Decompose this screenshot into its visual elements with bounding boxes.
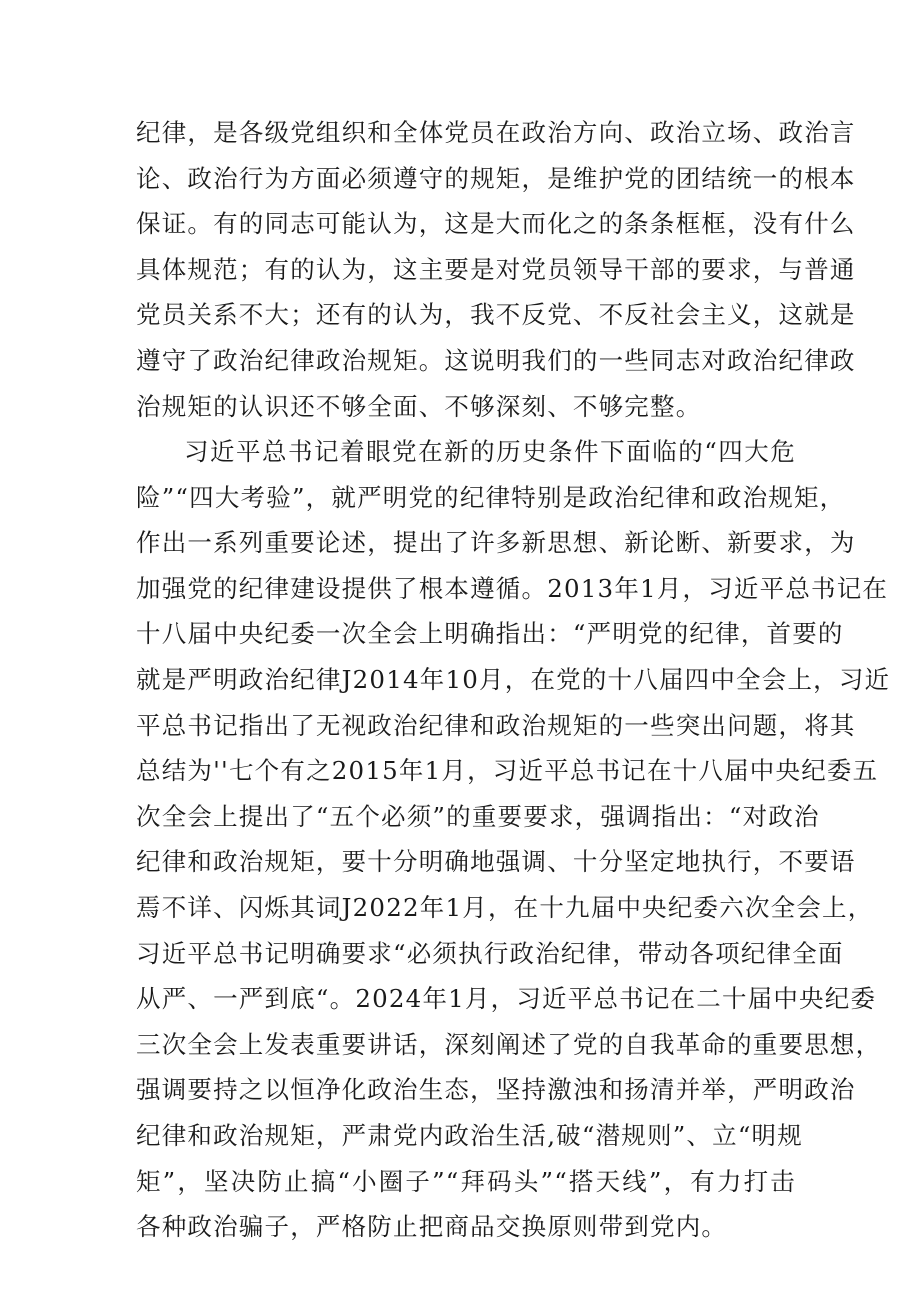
paragraph-line: 各种政治骗子，严格防止把商品交换原则带到党内。: [136, 1212, 728, 1242]
paragraph-line: 十八届中央纪委一次全会上明确指出：“严明党的纪律，首要的: [136, 619, 844, 649]
paragraph-line: 纪律和政治规矩，严肃党内政治生活,破“潜规则”、立“明规: [136, 1120, 803, 1150]
paragraph-1: [136, 110, 856, 429]
paragraph-2: [136, 429, 891, 1250]
paragraph-line: 险”“四大考验”，就严明党的纪律特别是政治纪律和政治规矩，: [136, 482, 846, 512]
paragraph-line: 总结为''七个有之2015年1月，习近平总书记在十八届中央纪委五: [136, 756, 879, 786]
paragraph-line: 从严、一严到底“。2024年1月，习近平总书记在二十届中央纪委: [136, 984, 877, 1014]
paragraph-line: 纪律和政治规矩，要十分明确地强调、十分坚定地执行，不要语: [136, 847, 856, 877]
paragraph-line: 纪律，是各级党组织和全体党员在政治方向、政治立场、政治言: [136, 118, 856, 147]
paragraph-line: 习近平总书记着眼党在新的历史条件下面临的“四大危: [184, 437, 796, 466]
paragraph-line: 次全会上提出了“五个必须”的重要要求，强调指出：“对政治: [136, 801, 820, 831]
paragraph-line: 平总书记指出了无视政治纪律和政治规矩的一些突出问题，将其: [136, 710, 856, 740]
paragraph-line: 矩”，坚决防止搞“小圈子”“拜码头”“搭天线”，有力打击: [136, 1166, 796, 1196]
paragraph-line: 就是严明政治纪律J2014年10月，在党的十八届四中全会上，习近: [136, 664, 891, 694]
paragraph-line: 强调要持之以恒净化政治生态，坚持激浊和扬清并举，严明政治: [136, 1075, 856, 1105]
paragraph-line: 党员关系不大；还有的认为，我不反党、不反社会主义，这就是: [136, 300, 856, 330]
paragraph-line: 论、政治行为方面必须遵守的规矩，是维护党的团结统一的根本: [136, 163, 856, 193]
paragraph-line: 三次全会上发表重要讲话，深刻阐述了党的自我革命的重要思想，: [136, 1029, 882, 1059]
paragraph-line: 保证。有的同志可能认为，这是大而化之的条条框框，没有什么: [136, 209, 856, 239]
paragraph-line: 习近平总书记明确要求“必须执行政治纪律，带动各项纪律全面: [136, 938, 844, 968]
paragraph-line: 焉不详、闪烁其词J2022年1月，在十九届中央纪委六次全会上，: [136, 892, 874, 922]
paragraph-line: 具体规范；有的认为，这主要是对党员领导干部的要求，与普通: [136, 254, 856, 284]
paragraph-line: 加强党的纪律建设提供了根本遵循。2013年1月，习近平总书记在: [136, 573, 889, 603]
paragraph-line: 作出一系列重要论述，提出了许多新思想、新论断、新要求，为: [136, 528, 856, 558]
paragraph-line: 治规矩的认识还不够全面、不够深刻、不够完整。: [136, 391, 702, 421]
paragraph-line: 遵守了政治纪律政治规矩。这说明我们的一些同志对政治纪律政: [136, 345, 856, 375]
